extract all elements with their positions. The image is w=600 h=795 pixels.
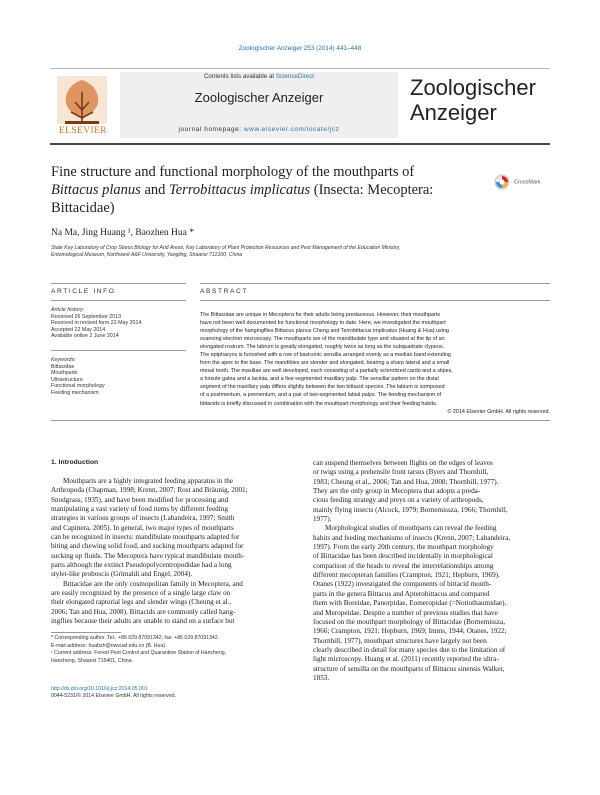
abstract-line: bittacids is briefly discussed in combination with the mouthpart morphology and their feeding habits.: [200, 400, 438, 407]
elsevier-wordmark: ELSEVIER: [58, 126, 108, 136]
abstract-rule-top: [200, 283, 550, 284]
intro-line: Bittacidae are the only cosmopolitan family in Mecoptera, and: [63, 579, 243, 588]
article-info-rule: [51, 300, 186, 301]
species-name-a: Bittacus planus: [51, 182, 141, 198]
doi-link[interactable]: http://dx.doi.org/10.1016/j.jcz.2014.05.001: [51, 686, 148, 692]
big-title-line-1: Zoologischer: [410, 75, 536, 100]
species-name-b: Terrobittacus implicatus: [169, 182, 311, 198]
keyword: Mouthparts: [51, 370, 78, 377]
intro-right-column: [313, 459, 550, 683]
intro-line: of Bittacidae has been described incidentally in morphological: [313, 552, 493, 561]
abstract-line: The Bittacidae are unique in Mecoptera for their adults being predaceous. However, their mouthparts: [200, 312, 441, 318]
abstract-line: have not been well documented for functional morphology to date. Here, we investigated the mouthpart: [200, 320, 446, 327]
abstract-copyright: © 2014 Elsevier GmbH. All rights reserved.: [447, 408, 550, 415]
title-rest: (Insecta: Mecoptera:: [310, 182, 434, 198]
intro-line: comparison of the heads to reveal the interrelationships among: [313, 561, 494, 570]
footnotes: [51, 635, 296, 665]
contents-prefix: Contents lists available at: [203, 73, 276, 80]
abstract-line: elongated rostrum. The labrum is greatly elongated, roughly twice as long as the subquadrate clypeus.: [200, 344, 445, 351]
intro-line: 1997). From the early 20th century, the mouthpart morphology: [313, 543, 494, 552]
keywords: [51, 357, 186, 397]
intro-line: them with Boreidae, Panorpidae, Eomeropidae (=Notiothaumidae),: [313, 599, 507, 608]
footnote-rule: [51, 632, 121, 633]
footnote-corresponding: * Corresponding author. Tel.: +86 029 87091342; fax: +86 029 87091342.: [51, 635, 220, 641]
abstract-line: from the apex to the base. The mandibles are slender and elongated, bearing a sharp lateral and a small: [200, 360, 450, 367]
intro-line: structure of sensilla on the mouthparts of Bittacus sinensis Walker,: [313, 664, 505, 673]
intro-line: mainly flying insects (Alcock, 1979; Bornemissza, 1966; Thornhill,: [313, 505, 508, 514]
intro-line: strategies in various groups of insects (Labandeira, 1997; Smith: [51, 514, 235, 523]
sciencedirect-link[interactable]: ScienceDirect: [275, 73, 315, 80]
intro-line: can suspend themselves between flights on the edges of leaves: [313, 459, 493, 467]
keyword: Feeding mechanism: [51, 389, 99, 396]
intro-heading: 1. Introduction: [51, 459, 99, 466]
affiliation: [51, 245, 551, 259]
history-received: Received 26 September 2013: [51, 313, 122, 320]
abstract-line: of a postmentum, a prementum, and a pair of two-segmented labial palps. The feeding mechanism of: [200, 392, 442, 399]
journal-name: Zoologischer Anzeiger: [194, 90, 324, 105]
intro-line: different mecopteran families (Crampton, 1921; Hepburn, 1969).: [313, 571, 500, 580]
keyword: Bittacidae: [51, 363, 75, 370]
abstract-body: [200, 311, 550, 416]
intro-line: 1966; Crampton, 1921; Hepburn, 1969; Imms, 1944; Otanes, 1922;: [313, 627, 507, 636]
intro-line: stylet-like proboscis (Grimaldi and Engel, 2004).: [51, 570, 193, 579]
intro-line: parts although the extinct Pseudopolycentropodidae had a long: [51, 561, 232, 570]
footnote-current-address-2: Hancheng, Shaanxi 715401, China.: [51, 657, 133, 664]
keyword: Ultrastructure: [51, 376, 83, 383]
header-bottom-rule: [50, 143, 550, 145]
keywords-label: Keywords:: [51, 357, 76, 363]
intro-line: habits and feeding mechanisms of insects (Krenn, 2007; Labandeira,: [313, 533, 511, 542]
homepage-prefix: journal homepage:: [178, 126, 245, 133]
contents-available-line: [120, 73, 398, 80]
abstract-line: morphology of the hangingflies Bittacus planus Cheng and Terrobittacus implicatus (Huang & Hua) using: [200, 328, 449, 335]
title-line-1: Fine structure and functional morphology of the mouthparts of: [51, 164, 415, 180]
article-title: [51, 163, 451, 217]
article-history: [51, 307, 186, 340]
abstract-line: The epipharynx is furnished with a row of basiconic sensilla arranged evenly as a median band extending: [200, 352, 451, 359]
intro-line: Mouthparts are a highly integrated feeding apparatus in the: [63, 477, 234, 485]
title-line-2: [51, 181, 451, 199]
footnote-current-address: ¹ Current address: Forest Pest Control and Quarantine Station of Hancheng,: [51, 650, 227, 657]
intro-line: focused on the mouthpart morphology of Bittacidae (Bornemissza,: [313, 617, 506, 626]
intro-line: are easily recognized by the presence of a single large claw on: [51, 589, 231, 598]
affiliation-line-2: Entomological Museum, Northwest A&F University, Yangling, Shaanxi 712100, China: [51, 252, 243, 259]
intro-line: their elongated raptorial legs and slender wings (Cheung et al.,: [51, 598, 232, 607]
intro-line: cious feeding strategy and preys on a variety of arthropods,: [313, 496, 484, 505]
journal-homepage-line: [120, 126, 398, 133]
header-top-rule: [50, 68, 550, 69]
abstract-line: scanning electron microscopy. The mouthparts are of the mandibulate type and situated at the tip of an: [200, 336, 445, 343]
intro-line: 1853.: [313, 673, 330, 682]
intro-line: manipulating a vast variety of food items by different feeding: [51, 505, 228, 514]
history-revised: Received in revised form 22 May 2014: [51, 320, 142, 327]
intro-line: and Meropeidae. Despite a number of previous studies that have: [313, 608, 498, 617]
intro-line: 2006; Tan and Hua, 2008). Bittacids are commonly called hang-: [51, 607, 236, 616]
intro-line: Morphological studies of mouthparts can reveal the feeding: [325, 524, 497, 533]
journal-reference[interactable]: Zoologischer Anzeiger 253 (2014) 441–448: [238, 45, 362, 52]
intro-line: can be recognized in insects: mandibulate mouthparts adapted for: [51, 533, 240, 542]
intro-line: ingflies because their adults are unable to stand on a surface but: [51, 617, 235, 626]
intro-line: or twigs using a prehensile front tarsus (Byers and Thornhill,: [313, 468, 489, 477]
crossmark-icon: [494, 174, 510, 190]
intro-line: They are the only group in Mecoptera that adopts a preda-: [313, 487, 481, 496]
article-info-rule-top: [51, 283, 186, 284]
issn-line: 0044-5231/© 2014 Elsevier GmbH. All rights reserved.: [51, 693, 176, 700]
bottom-meta: [51, 686, 351, 701]
keyword: Functional morphology: [51, 383, 105, 390]
intro-line: Snodgrass, 1935), and have been modified for processing and: [51, 495, 229, 504]
footnote-email[interactable]: E-mail address: huabzh@nwsuaf.edu.cn (B. Hua).: [51, 642, 167, 649]
intro-line: Arthropoda (Chapman, 1998; Krenn, 2007; Rost and Bräunig, 2001;: [51, 486, 248, 495]
intro-line: Otanes (1922) investigated the components of bittacid mouth-: [313, 580, 492, 589]
authors: Na Ma, Jing Huang ¹, Baozhen Hua *: [51, 228, 194, 238]
intro-line: 1983; Cheung et al., 2006; Tan and Hua, 2008; Thornhill, 1977).: [313, 477, 499, 486]
intro-left-column: [51, 477, 293, 627]
abstract-heading: ABSTRACT: [200, 288, 248, 295]
abstract-bottom-rule: [51, 420, 550, 421]
article-info-heading: ARTICLE INFO: [51, 288, 116, 295]
intro-line: parts in the genera Bittacus and Apterobittacus and compared: [313, 589, 490, 598]
affiliation-line-1: State Key Laboratory of Crop Stress Biology for Arid Areas, Key Laboratory of Plant Protection Resources and Pest Management of the Education Ministry,: [51, 245, 401, 251]
keywords-rule: [51, 350, 186, 351]
intro-line: light microscopy. Huang et al. (2011) recently reported the ultra-: [313, 655, 499, 664]
crossmark-badge[interactable]: [494, 173, 554, 189]
abstract-line: segment of the maxillary palp differs slightly between the two bittacid species. The labium is composed: [200, 384, 445, 391]
big-title-line-2: Anzeiger: [410, 100, 497, 125]
elsevier-tree-logo-icon: [51, 72, 113, 134]
intro-line: biting and chewing solid food, and sucking mouthparts adapted for: [51, 542, 244, 551]
journal-big-title: [410, 75, 550, 125]
history-online: Available online 2 June 2014: [51, 333, 119, 340]
intro-line: 1977).: [313, 515, 332, 524]
abstract-line: mesal tooth. The maxillae are well developed, each consisting of a partially sclerotized cardo and a stipes,: [200, 368, 453, 375]
abstract-line: a hirsute galea and a lacinia, and a five-segmented maxillary palp. The sensillar pattern on the distal: [200, 376, 439, 383]
abstract-rule: [200, 300, 550, 301]
intro-line: Thornhill, 1977), mouthpart structures have largely not been: [313, 636, 487, 645]
crossmark-label: CrossMark: [514, 179, 541, 186]
title-and: and: [140, 182, 170, 198]
history-label: Article history:: [51, 307, 85, 313]
intro-line: clearly described in detail for many species due to the limitation of: [313, 645, 506, 654]
history-accepted: Accepted 22 May 2014: [51, 326, 106, 333]
homepage-link[interactable]: www.elsevier.com/locate/jcz: [244, 126, 340, 133]
title-line-3: Bittacidae): [51, 200, 115, 216]
intro-line: sucking up fluids. The Mecoptera have typical mandibulate mouth-: [51, 551, 245, 560]
intro-line: and Capinera, 2005). In general, two major types of mouthparts: [51, 523, 234, 532]
